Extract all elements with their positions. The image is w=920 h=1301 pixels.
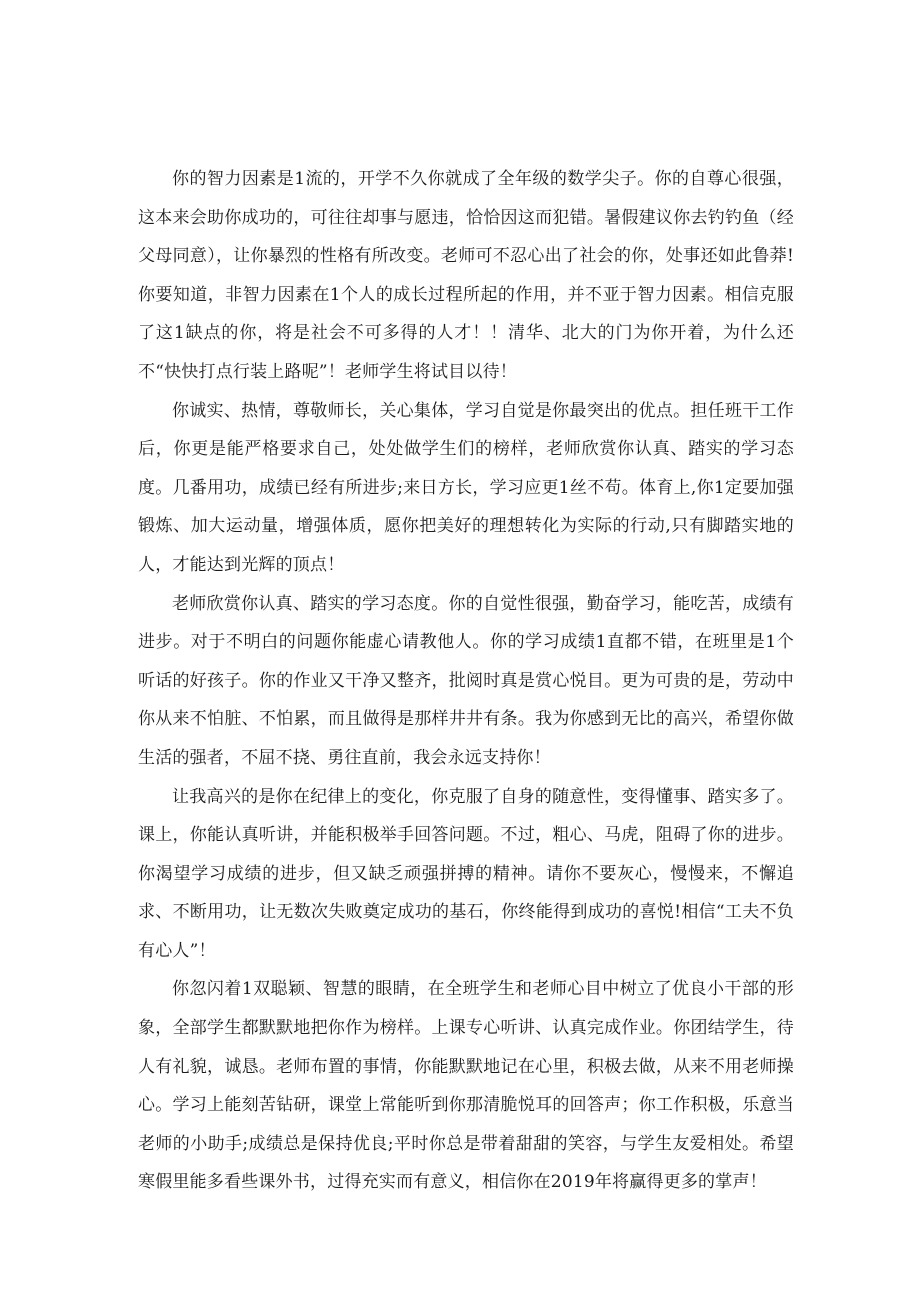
paragraph-3: 老师欣赏你认真、踏实的学习态度。你的自觉性很强，勤奋学习，能吃苦，成绩有进步。对于不明白的问题你能虚心请教他人。你的学习成绩1直都不错，在班里是1个听话的好孩子。你的作业又干净又整齐，批阅时真是赏心悦目。更为可贵的是，劳动中你从来不怕脏、不怕累，而且做得是那样井井有条。我为你感到无比的高兴，希望你做生活的强者，不屈不挠、勇往直前，我会永远支持你！	[138, 593, 794, 768]
paragraph-2: 你诚实、热情，尊敬师长，关心集体，学习自觉是你最突出的优点。担任班干工作后，你更是能严格要求自己，处处做学生们的榜样，老师欣赏你认真、踏实的学习态度。几番用功，成绩已经有所进步;来日方长，学习应更1丝不苟。体育上,你1定要加强锻炼、加大运动量，增强体质，愿你把美好的理想转化为实际的行动,只有脚踏实地的人，才能达到光辉的顶点！	[138, 400, 794, 575]
document-body	[138, 160, 794, 1202]
paragraph-4: 让我高兴的是你在纪律上的变化，你克服了自身的随意性，变得懂事、踏实多了。课上，你能认真听讲，并能积极举手回答问题。不过，粗心、马虎，阻碍了你的进步。你渴望学习成绩的进步，但又缺乏顽强拼搏的精神。请你不要灰心，慢慢来，不懈追求、不断用功，让无数次失败奠定成功的基石，你终能得到成功的喜悦!相信“工夫不负有心人”！	[138, 786, 794, 961]
paragraph-5: 你忽闪着1双聪颖、智慧的眼睛，在全班学生和老师心目中树立了优良小干部的形象，全部学生都默默地把你作为榜样。上课专心听讲、认真完成作业。你团结学生，待人有礼貌，诚恳。老师布置的事情，你能默默地记在心里，积极去做，从来不用老师操心。学习上能刻苦钻研，课堂上常能听到你那清脆悦耳的回答声；你工作积极，乐意当老师的小助手;成绩总是保持优良;平时你总是带着甜甜的笑容，与学生友爱相处。希望寒假里能多看些课外书，过得充实而有意义，相信你在2019年将赢得更多的掌声！	[138, 979, 794, 1193]
paragraph-1: 你的智力因素是1流的，开学不久你就成了全年级的数学尖子。你的自尊心很强，这本来会助你成功的，可往往却事与愿违，恰恰因这而犯错。暑假建议你去钓钓鱼（经父母同意），让你暴烈的性格有所改变。老师可不忍心出了社会的你，处事还如此鲁莽!你要知道，非智力因素在1个人的成长过程所起的作用，并不亚于智力因素。相信克服了这1缺点的你，将是社会不可多得的人才！！清华、北大的门为你开着，为什么还不“快快打点行装上路呢”！老师学生将试目以待！	[138, 169, 794, 382]
